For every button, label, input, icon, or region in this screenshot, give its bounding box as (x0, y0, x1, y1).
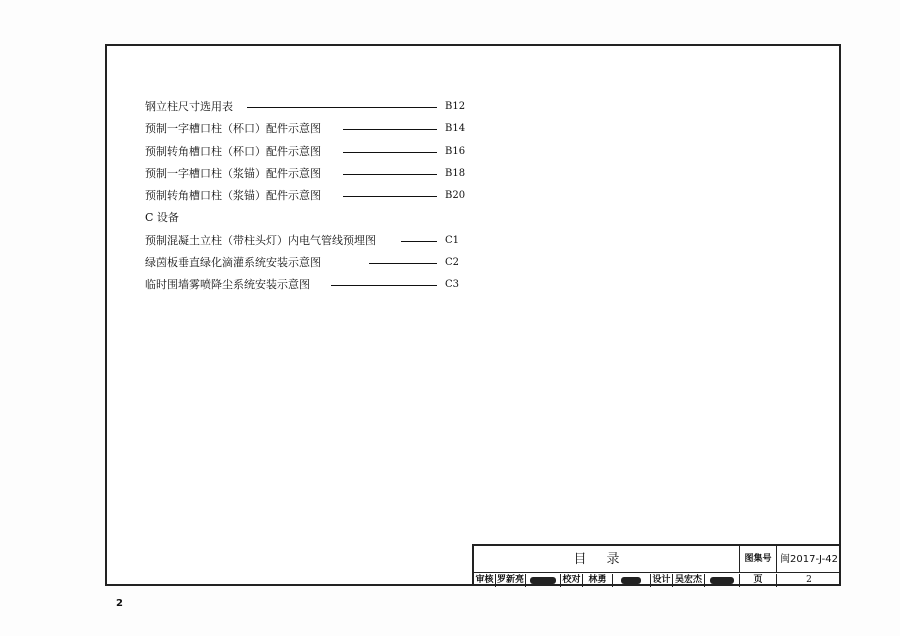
toc-entry-code: B12 (445, 101, 466, 112)
atlas-number-label: 图集号 (740, 546, 777, 573)
leader-line (343, 129, 437, 130)
toc-entry (145, 121, 466, 137)
toc-entry (145, 255, 460, 271)
toc-entry (145, 144, 466, 160)
toc-entry (145, 233, 460, 249)
design-label: 设计 (651, 574, 673, 587)
toc-entry (145, 188, 466, 204)
toc-entry-label: 预制混凝土立柱（带柱头灯）内电气管线预埋图 (145, 234, 376, 247)
footer-page-number: 2 (116, 598, 123, 609)
toc-entry-code: B14 (445, 123, 466, 134)
toc-entry-code: C1 (445, 235, 460, 246)
toc-entry-label: 预制转角槽口柱（杯口）配件示意图 (145, 145, 321, 158)
signature-mark (710, 577, 734, 584)
toc-entry-code: C2 (445, 257, 460, 268)
review-signature (526, 574, 561, 587)
toc-entry-label: 临时围墙雾喷降尘系统安装示意图 (145, 278, 310, 291)
toc-entry-label: 预制一字槽口柱（杯口）配件示意图 (145, 122, 321, 135)
toc-entry-label: 预制一字槽口柱（浆锚）配件示意图 (145, 167, 321, 180)
leader-line (369, 263, 437, 264)
leader-line (343, 174, 437, 175)
check-name: 林勇 (583, 574, 613, 587)
title-block (472, 544, 841, 586)
design-signature (705, 574, 740, 587)
toc-entry (145, 166, 466, 182)
page-label: 页 (740, 574, 777, 587)
toc-entry-code: B18 (445, 168, 466, 179)
leader-line (343, 196, 437, 197)
toc-entry (145, 99, 466, 115)
page-value: 2 (806, 575, 812, 585)
review-name: 罗新亮 (496, 575, 524, 585)
atlas-number: 闽2017-J-42 (777, 546, 841, 573)
leader-line (343, 152, 437, 153)
toc-entry-label: 预制转角槽口柱（浆锚）配件示意图 (145, 189, 321, 202)
check-signature (613, 574, 651, 587)
design-name: 吴宏杰 (673, 574, 705, 587)
check-label: 校对 (561, 574, 583, 587)
signature-mark (530, 577, 556, 584)
signature-mark (621, 577, 641, 584)
review-label: 审核 (474, 574, 496, 587)
leader-line (247, 107, 437, 108)
toc-entry (145, 277, 460, 293)
leader-line (331, 285, 437, 286)
toc-entry-code: B20 (445, 190, 466, 201)
toc-entry-code: B16 (445, 146, 466, 157)
title-block-title: 目录 (474, 546, 740, 573)
toc-entry-label: 绿茵板垂直绿化滴灌系统安装示意图 (145, 256, 321, 269)
toc-entry-code: C3 (445, 279, 460, 290)
section-heading: C 设备 (145, 211, 179, 224)
leader-line (401, 241, 437, 242)
toc-entry-label: 钢立柱尺寸选用表 (145, 100, 233, 113)
